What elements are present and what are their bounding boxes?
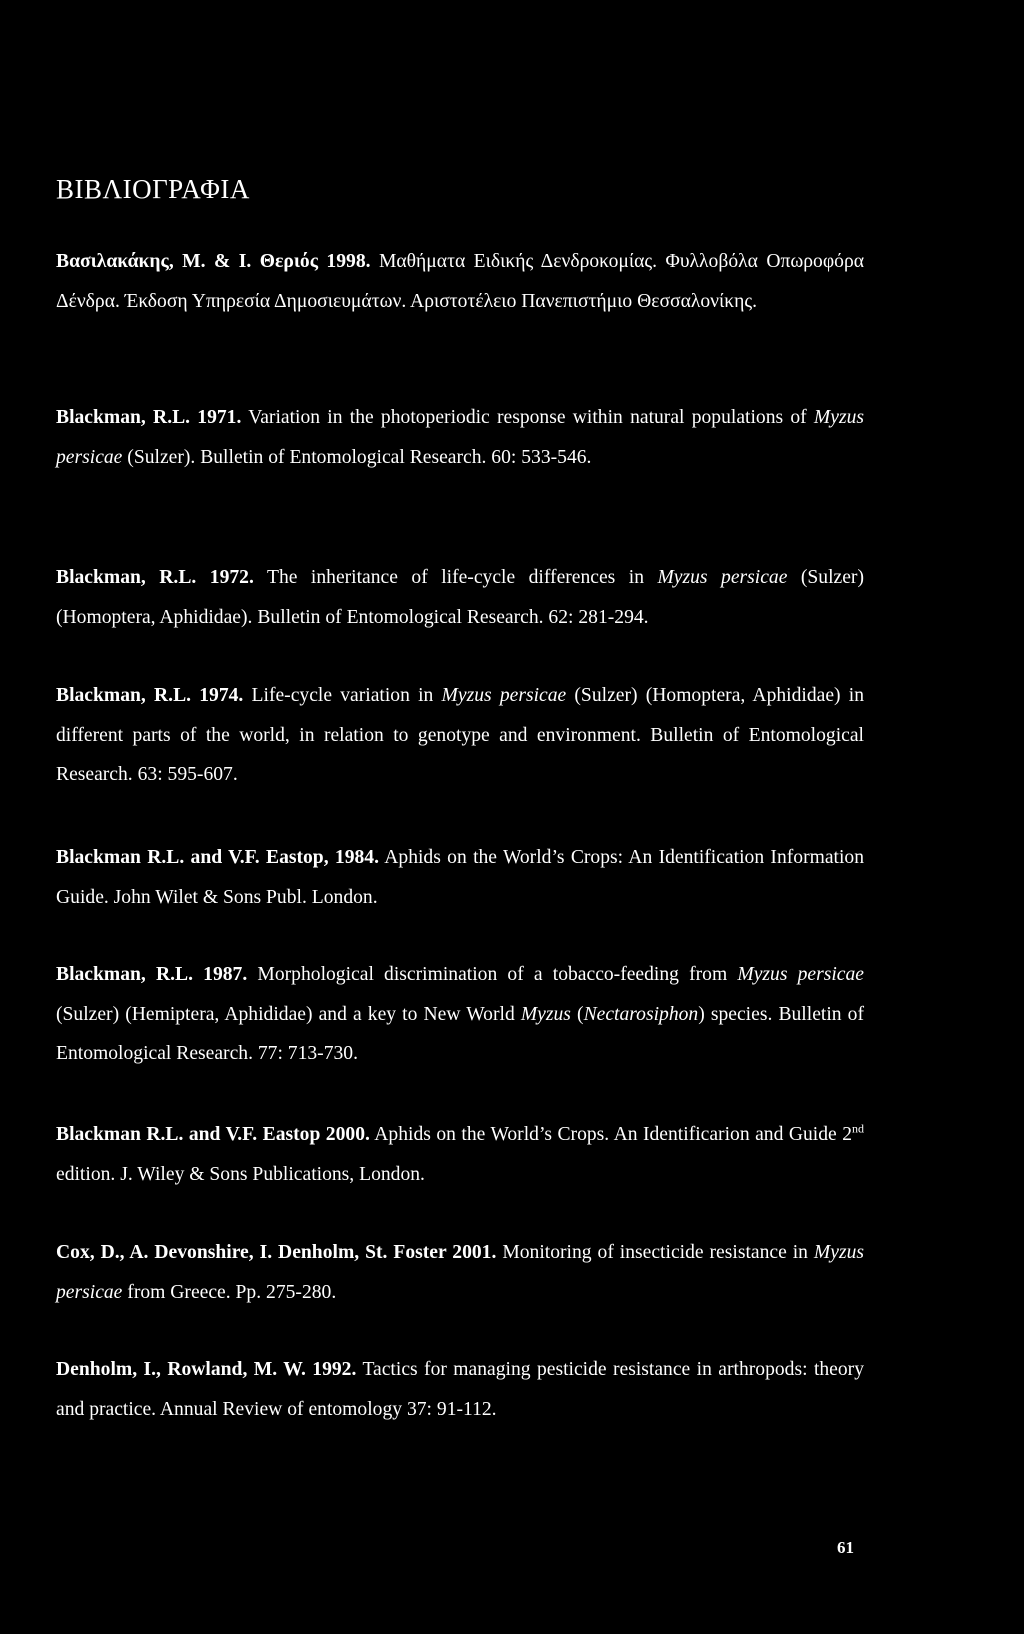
reference-species: Myzus persicae <box>737 964 865 985</box>
reference-text: (Sulzer) (Hemiptera, Aphididae) and a key to New World <box>56 1003 521 1025</box>
reference-text: Morphological discrimination of a tobacco-feeding from <box>247 964 738 985</box>
reference-species: Myzus persicae <box>657 567 788 588</box>
reference-text: ( <box>570 1003 584 1025</box>
reference-subgenus: Nectarosiphon <box>583 1003 699 1025</box>
reference-text: Monitoring of insecticide resistance in <box>496 1242 814 1263</box>
reference-species: Myzus persicae <box>56 407 864 468</box>
reference-superscript: nd <box>852 1121 864 1136</box>
reference-text: The inheritance of life-cycle differences in <box>253 567 658 588</box>
reference-authors: Blackman, R.L. 1972. <box>56 567 254 588</box>
reference-authors: Βασιλακάκης, Μ. & Ι. Θεριός 1998. <box>56 251 371 272</box>
reference-entry <box>56 676 864 795</box>
reference-authors: Blackman, R.L. 1974. <box>56 685 244 706</box>
reference-text: (Sulzer) (Homoptera, Aphididae) in different parts of the world, in relation to genotype and environment. Bulletin of Entomological Research. 63: 595-607. <box>56 685 865 785</box>
reference-text: Aphids on the World’s Crops: An Identification Information Guide. John Wilet & Sons Publ. London. <box>56 847 865 908</box>
reference-text: from Greece. Pp. 275-280. <box>122 1281 337 1303</box>
reference-genus: Myzus <box>520 1003 571 1025</box>
reference-text: Tactics for managing pesticide resistance in arthropods: theory and practice. Annual Review of entomology 37: 91-112. <box>56 1359 864 1420</box>
reference-species: Myzus persicae <box>441 685 567 706</box>
reference-text: edition. J. Wiley & Sons Publications, London. <box>56 1163 425 1185</box>
reference-authors: Blackman, R.L. 1971. <box>56 407 242 428</box>
reference-entry <box>56 955 864 1074</box>
reference-text: (Sulzer) (Homoptera, Aphididae). Bulletin of Entomological Research. 62: 281-294. <box>56 567 864 628</box>
page-number: 61 <box>837 1538 854 1557</box>
reference-authors: Blackman R.L. and V.F. Eastop 2000. <box>56 1124 370 1145</box>
reference-text: Variation in the photoperiodic response within natural populations of <box>241 407 814 428</box>
reference-authors: Blackman R.L. and V.F. Eastop, 1984. <box>56 847 380 868</box>
reference-text: Life-cycle variation in <box>243 685 442 706</box>
reference-entry <box>56 1115 864 1194</box>
reference-text: (Sulzer). Bulletin of Entomological Research. 60: 533-546. <box>122 446 592 468</box>
reference-text: Aphids on the World’s Crops. An Identificarion and Guide 2 <box>369 1124 852 1145</box>
reference-entry <box>56 242 864 321</box>
reference-entry <box>56 1233 864 1312</box>
bibliography-heading: ΒΙΒΛΙΟΓΡΑΦΙΑ <box>56 174 250 204</box>
reference-entry <box>56 1350 864 1429</box>
reference-entry <box>56 838 864 917</box>
reference-authors: Cox, D., A. Devonshire, I. Denholm, St. Foster 2001. <box>56 1242 497 1263</box>
reference-authors: Denholm, I., Rowland, M. W. 1992. <box>56 1359 357 1380</box>
reference-text: ) species. Bulletin of Entomological Research. 77: 713-730. <box>56 1003 865 1064</box>
reference-authors: Blackman, R.L. 1987. <box>56 964 248 985</box>
reference-entry <box>56 558 864 637</box>
reference-text: Μαθήματα Ειδικής Δενδροκομίας. Φυλλοβόλα Οπωροφόρα Δένδρα. Έκδοση Υπηρεσία Δημοσιευμάτων. Αριστοτέλειο Πανεπιστήμιο Θεσσαλονίκης. <box>56 251 864 312</box>
reference-entry <box>56 398 864 477</box>
reference-species: Myzus persicae <box>56 1242 864 1303</box>
